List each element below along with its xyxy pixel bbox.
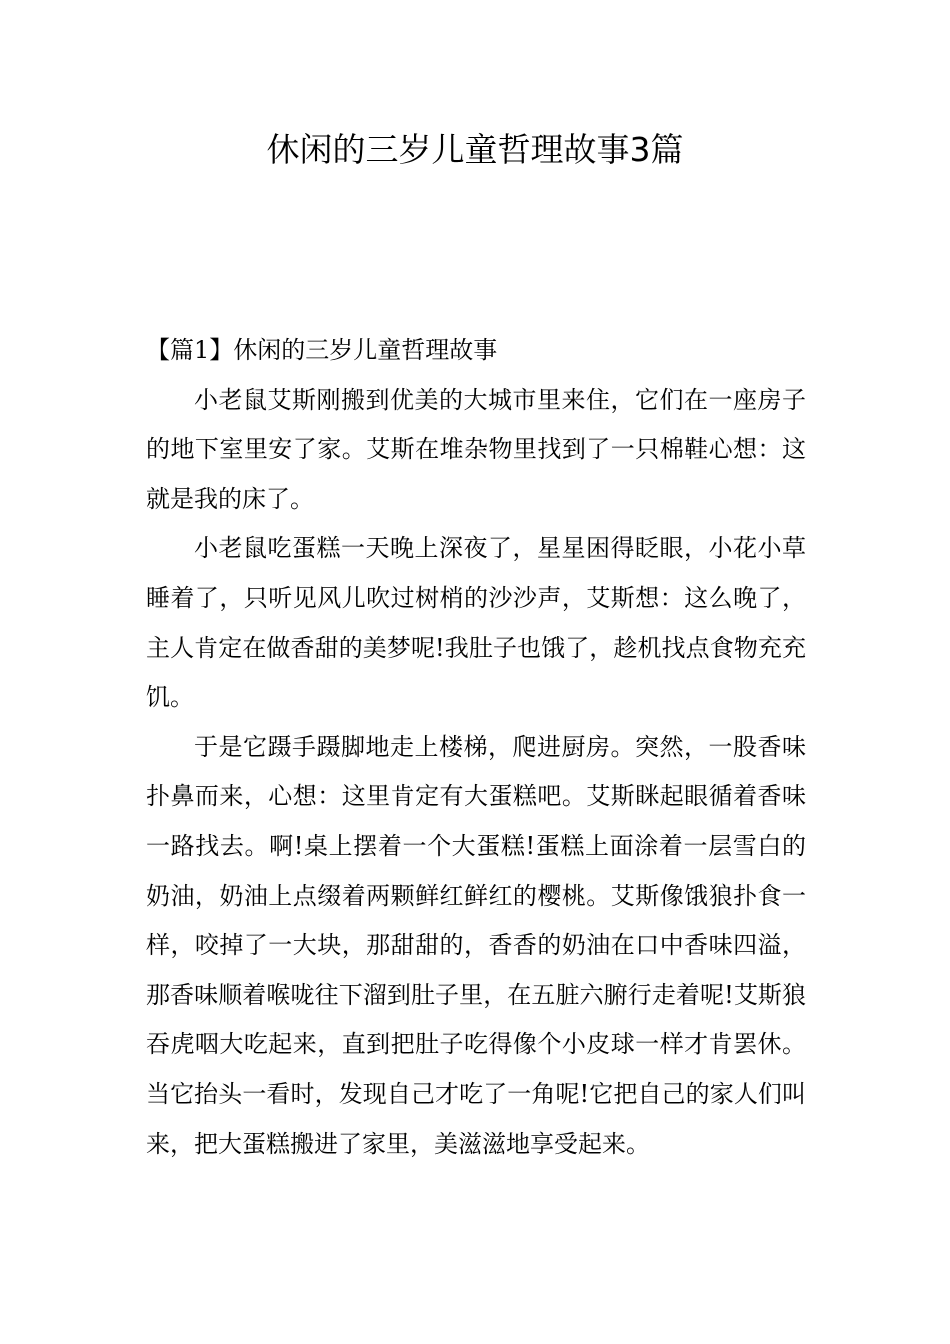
paragraph-1: 小老鼠艾斯刚搬到优美的大城市里来住，它们在一座房子的地下室里安了家。艾斯在堆杂物里找到了一只棉鞋心想：这就是我的床了。: [146, 385, 806, 513]
document-body: [146, 326, 806, 1169]
paragraph-2: 小老鼠吃蛋糕一天晚上深夜了，星星困得眨眼，小花小草睡着了，只听见风儿吹过树梢的沙沙声，艾斯想：这么晚了，主人肯定在做香甜的美梦呢!我肚子也饿了，趁机找点食物充充饥。: [146, 534, 806, 712]
paragraph-3: 于是它蹑手蹑脚地走上楼梯，爬进厨房。突然，一股香味扑鼻而来，心想：这里肯定有大蛋糕吧。艾斯眯起眼循着香味一路找去。啊!桌上摆着一个大蛋糕!蛋糕上面涂着一层雪白的奶油，奶油上点缀着两颗鲜红鲜红的樱桃。艾斯像饿狼扑食一样，咬掉了一大块，那甜甜的，香香的奶油在口中香味四溢，那香味顺着喉咙往下溜到肚子里，在五脏六腑行走着呢!艾斯狼吞虎咽大吃起来，直到把肚子吃得像个小皮球一样才肯罢休。当它抬头一看时，发现自己才吃了一角呢!它把自己的家人们叫来，把大蛋糕搬进了家里，美滋滋地享受起来。: [146, 732, 806, 1158]
document-title: 休闲的三岁儿童哲理故事3篇: [266, 130, 684, 169]
section-heading: 【篇1】休闲的三岁儿童哲理故事: [146, 336, 498, 364]
